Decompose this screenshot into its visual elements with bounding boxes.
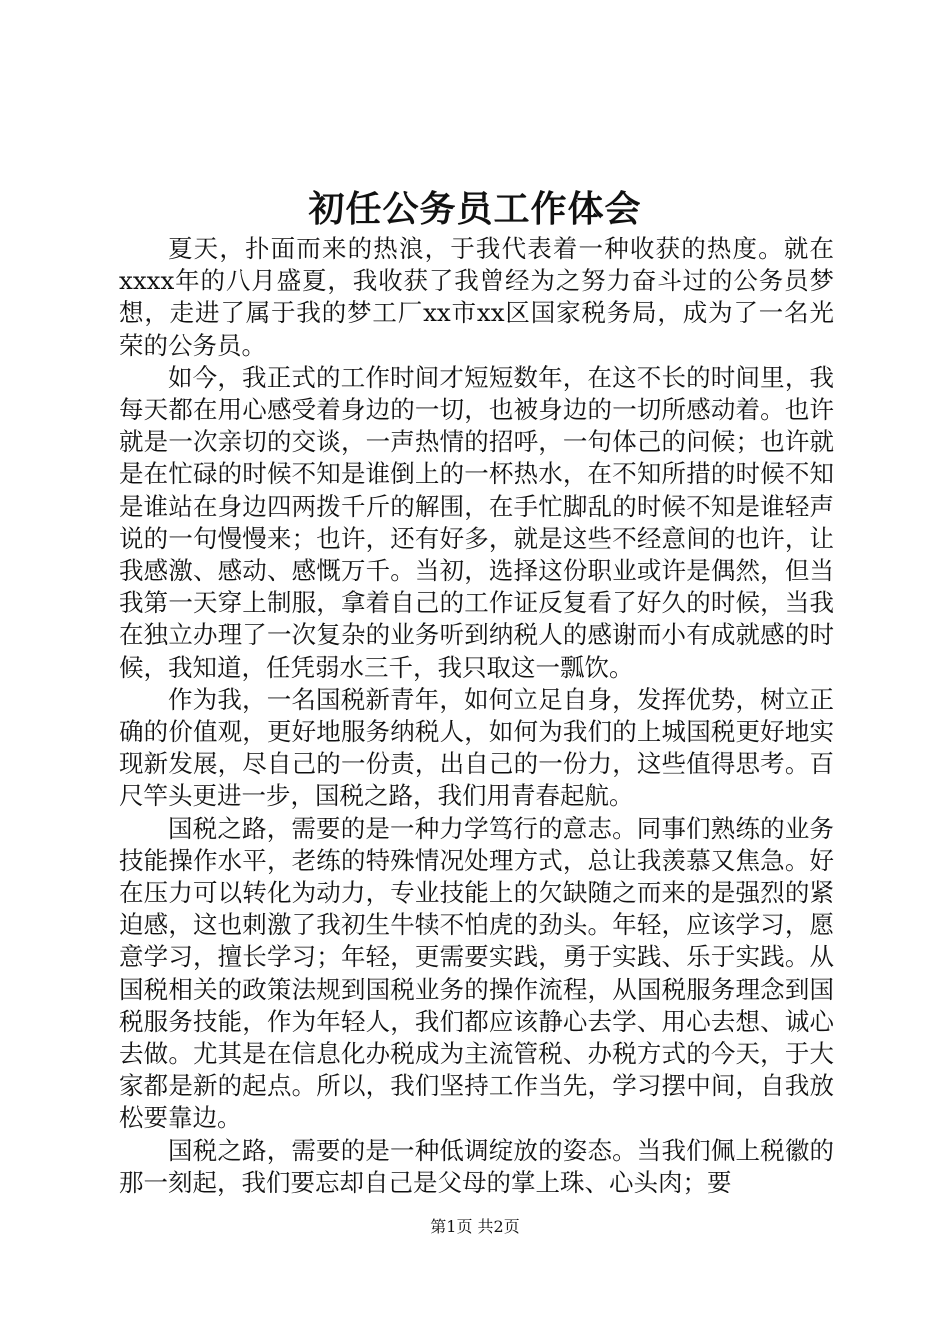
document-title: 初任公务员工作体会 [308,188,642,230]
paragraph-5: 国税之路，需要的是一种低调绽放的姿态。当我们佩上税徽的那一刻起，我们要忘却自己是父母的掌上珠、心头肉；要 [119,1135,834,1197]
paragraph-2: 如今，我正式的工作时间才短短数年，在这不长的时间里，我每天都在用心感受着身边的一切，也被身边的一切所感动着。也许就是一次亲切的交谈，一声热情的招呼，一句体己的问候；也许就是在忙碌的时候不知是谁倒上的一杯热水，在不知所措的时候不知是谁站在身边四两拨千斤的解围，在手忙脚乱的时候不知是谁轻声说的一句慢慢来；也许，还有好多，就是这些不经意间的也许，让我感激、感动、感慨万千。当初，选择这份职业或许是偶然，但当我第一天穿上制服，拿着自己的工作证反复看了好久的时候，当我在独立办理了一次复杂的业务听到纳税人的感谢而小有成就感的时候，我知道，任凭弱水三千，我只取这一瓢饮。 [119,362,834,682]
paragraph-4: 国税之路，需要的是一种力学笃行的意志。同事们熟练的业务技能操作水平，老练的特殊情况处理方式，总让我羡慕又焦急。好在压力可以转化为动力，专业技能上的欠缺随之而来的是强烈的紧迫感，这也刺激了我初生牛犊不怕虎的劲头。年轻，应该学习，愿意学习，擅长学习；年轻，更需要实践，勇于实践、乐于实践。从国税相关的政策法规到国税业务的操作流程，从国税服务理念到国税服务技能，作为年轻人，我们都应该静心去学、用心去想、诚心去做。尤其是在信息化办税成为主流管税、办税方式的今天，于大家都是新的起点。所以，我们坚持工作当先，学习摆中间，自我放松要靠边。 [119,813,834,1133]
paragraph-1: 夏天，扑面而来的热浪，于我代表着一种收获的热度。就在xxxx年的八月盛夏，我收获了我曾经为之努力奋斗过的公务员梦想，走进了属于我的梦工厂xx市xx区国家税务局，成为了一名光荣的公务员。 [119,234,834,360]
page-number-footer: 第1页 共2页 [430,1217,520,1236]
document-body [119,233,834,1199]
paragraph-3: 作为我，一名国税新青年，如何立足自身，发挥优势，树立正确的价值观，更好地服务纳税人，如何为我们的上城国税更好地实现新发展，尽自己的一份责，出自己的一份力，这些值得思考。百尺竿头更进一步，国税之路，我们用青春起航。 [119,684,834,811]
